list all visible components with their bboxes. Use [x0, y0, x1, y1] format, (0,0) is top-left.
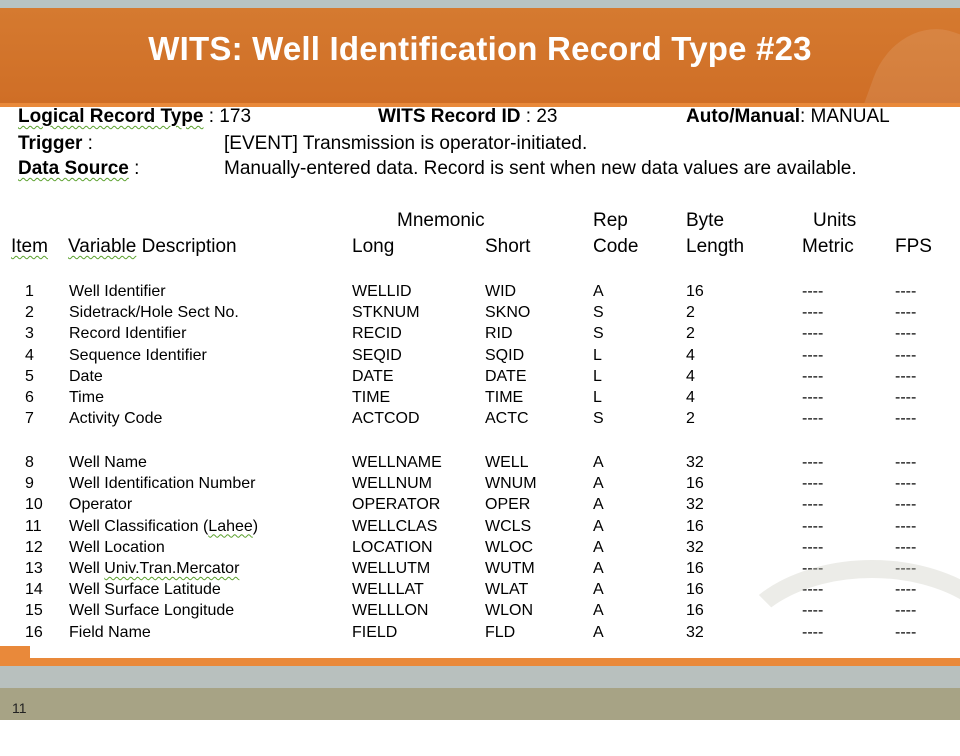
cell-metric: ---- — [802, 454, 824, 471]
group-header-mnemonic: Mnemonic — [397, 210, 485, 231]
column-header-metric: Metric — [802, 236, 854, 257]
cell-short: FLD — [485, 623, 516, 641]
cell-long: SEQID — [352, 346, 402, 364]
column-header-fps: FPS — [895, 236, 932, 257]
cell-length: 16 — [686, 475, 704, 493]
cell-fps: ---- — [895, 581, 917, 599]
cell-item: 12 — [25, 538, 43, 556]
cell-item: 8 — [25, 454, 34, 471]
cell-long: LOCATION — [352, 538, 433, 556]
cell-fps: ---- — [895, 475, 917, 493]
cell-short: WLOC — [485, 538, 533, 556]
cell-long: FIELD — [352, 623, 398, 641]
cell-short: WLAT — [485, 581, 529, 599]
cell-short: WCLS — [485, 517, 532, 535]
cell-long: WELLID — [352, 283, 412, 300]
group-header-byte: Byte — [686, 210, 725, 231]
cell-metric: ---- — [802, 560, 824, 577]
cell-fps: ---- — [895, 538, 917, 556]
cell-metric: ---- — [802, 581, 824, 599]
cell-code: A — [593, 517, 604, 535]
cell-fps: ---- — [895, 389, 917, 406]
cell-item: 6 — [25, 389, 34, 406]
cell-long: STKNUM — [352, 304, 420, 322]
cell-length: 2 — [686, 410, 695, 428]
footer-band — [0, 688, 960, 720]
cell-code: S — [593, 304, 604, 322]
cell-length: 32 — [686, 496, 704, 514]
cell-long: ACTCOD — [352, 410, 420, 428]
cell-metric: ---- — [802, 496, 824, 514]
cell-fps: ---- — [895, 346, 917, 364]
cell-short: TIME — [485, 389, 524, 406]
slide-title: WITS: Well Identification Record Type #23 — [148, 30, 812, 67]
trigger-label-group — [18, 133, 93, 155]
cell-description: Record Identifier — [69, 325, 187, 343]
cell-code: S — [593, 410, 604, 428]
bottom-orange-stripe — [0, 658, 960, 666]
cell-length: 32 — [686, 623, 704, 641]
cell-code: A — [593, 496, 604, 514]
cell-metric: ---- — [802, 410, 824, 428]
cell-metric: ---- — [802, 283, 824, 300]
cell-long: WELLUTM — [352, 560, 431, 577]
cell-item: 15 — [25, 602, 43, 620]
cell-short: OPER — [485, 496, 531, 514]
cell-code: A — [593, 454, 604, 471]
cell-short: RID — [485, 325, 513, 343]
cell-code: A — [593, 623, 604, 641]
cell-code: A — [593, 538, 604, 556]
cell-item: 14 — [25, 581, 43, 599]
cell-description: Well Surface Longitude — [69, 602, 235, 620]
trigger-colon: : — [82, 133, 93, 154]
cell-length: 16 — [686, 517, 704, 535]
cell-length: 2 — [686, 304, 695, 322]
cell-metric: ---- — [802, 623, 824, 641]
cell-length: 4 — [686, 346, 695, 364]
cell-long: DATE — [352, 367, 394, 385]
cell-description: Time — [69, 389, 104, 406]
cell-description: Well Surface Latitude — [69, 581, 221, 599]
cell-metric: ---- — [802, 602, 824, 620]
cell-length: 32 — [686, 538, 704, 556]
trigger-value: [EVENT] Transmission is operator-initiated. — [224, 133, 588, 154]
auto-manual-value: : MANUAL — [800, 106, 890, 127]
cell-description: Sequence Identifier — [69, 346, 207, 364]
top-gray-bar — [0, 0, 960, 8]
cell-fps: ---- — [895, 454, 917, 471]
cell-fps: ---- — [895, 560, 917, 577]
cell-short: WELL — [485, 454, 529, 471]
cell-metric: ---- — [802, 538, 824, 556]
column-header-item-text: Item — [11, 236, 48, 257]
cell-item: 4 — [25, 346, 34, 364]
cell-item: 7 — [25, 410, 34, 428]
data-source-label-group — [18, 158, 139, 180]
cell-length: 16 — [686, 283, 704, 300]
cell-fps: ---- — [895, 602, 917, 620]
cell-fps: ---- — [895, 623, 917, 641]
cell-length: 16 — [686, 602, 704, 620]
cell-short: SQID — [485, 346, 525, 364]
logical-record-type-label: Logical Record Type — [18, 106, 204, 127]
logical-record-type — [18, 106, 251, 128]
cell-long: RECID — [352, 325, 402, 343]
cell-long: WELLCLAS — [352, 517, 438, 535]
cell-metric: ---- — [802, 325, 824, 343]
cell-fps: ---- — [895, 517, 917, 535]
cell-description: Well Univ.Tran.Mercator — [69, 560, 240, 577]
cell-long: WELLLON — [352, 602, 429, 620]
cell-code: A — [593, 475, 604, 493]
cell-description: Sidetrack/Hole Sect No. — [69, 304, 239, 322]
column-header-description-text: Description — [136, 236, 237, 257]
logical-record-type-value: : 173 — [203, 106, 252, 127]
cell-code: A — [593, 283, 604, 300]
bottom-gray-band — [0, 666, 960, 688]
trigger-label: Trigger — [18, 133, 83, 154]
spellcheck-word: Lahee — [208, 517, 253, 535]
page-number: 11 — [12, 700, 27, 716]
cell-description: Well Identifier — [69, 283, 166, 300]
cell-description: Well Name — [69, 454, 147, 471]
cell-fps: ---- — [895, 325, 917, 343]
cell-code: A — [593, 581, 604, 599]
group-header-rep: Rep — [593, 210, 628, 231]
cell-short: WID — [485, 283, 517, 300]
column-header-length: Length — [686, 236, 745, 257]
cell-length: 16 — [686, 581, 704, 599]
cell-long: WELLNAME — [352, 454, 442, 471]
column-header-short: Short — [485, 236, 531, 257]
cell-item: 1 — [25, 283, 34, 300]
cell-item: 5 — [25, 367, 34, 385]
wits-record-id-label: WITS Record ID — [378, 106, 521, 127]
cell-metric: ---- — [802, 475, 824, 493]
cell-fps: ---- — [895, 304, 917, 322]
cell-fps: ---- — [895, 283, 917, 300]
wits-record-id — [378, 106, 558, 128]
cell-item: 13 — [25, 560, 43, 577]
cell-item: 9 — [25, 475, 34, 493]
cell-metric: ---- — [802, 346, 824, 364]
spellcheck-word: Univ.Tran.Mercator — [104, 560, 240, 577]
data-source-colon: : — [128, 158, 140, 179]
cell-item: 16 — [25, 623, 43, 641]
auto-manual-label: Auto/Manual — [686, 106, 800, 127]
column-header-long: Long — [352, 236, 395, 257]
cell-long: TIME — [352, 389, 391, 406]
cell-code: L — [593, 389, 602, 406]
column-header-item — [11, 236, 48, 258]
cell-description: Activity Code — [69, 410, 163, 428]
cell-metric: ---- — [802, 517, 824, 535]
cell-metric: ---- — [802, 304, 824, 322]
column-header-variable-description — [68, 236, 237, 258]
cell-item: 2 — [25, 304, 34, 322]
cell-description: Well Classification (Lahee) — [69, 517, 259, 535]
cell-fps: ---- — [895, 496, 917, 514]
cell-code: L — [593, 367, 602, 385]
cell-description: Operator — [69, 496, 133, 514]
cell-length: 4 — [686, 389, 695, 406]
cell-short: DATE — [485, 367, 527, 385]
cell-code: A — [593, 602, 604, 620]
cell-length: 2 — [686, 325, 695, 343]
cell-description: Well Identification Number — [69, 475, 256, 493]
cell-long: OPERATOR — [352, 496, 441, 514]
cell-short: WUTM — [485, 560, 535, 577]
column-header-variable-text: Variable — [68, 236, 137, 257]
cell-metric: ---- — [802, 367, 824, 385]
cell-item: 10 — [25, 496, 43, 514]
cell-description: Field Name — [69, 623, 151, 641]
data-source-value: Manually-entered data. Record is sent when new data values are available. — [224, 158, 857, 179]
cell-short: SKNO — [485, 304, 531, 322]
cell-long: WELLNUM — [352, 475, 433, 493]
cell-length: 16 — [686, 560, 704, 577]
cell-description: Date — [69, 367, 103, 385]
cell-description: Well Location — [69, 538, 165, 556]
cell-short: WNUM — [485, 475, 537, 493]
cell-long: WELLLAT — [352, 581, 424, 599]
cell-fps: ---- — [895, 410, 917, 428]
cell-item: 3 — [25, 325, 34, 343]
cell-metric: ---- — [802, 389, 824, 406]
cell-length: 4 — [686, 367, 695, 385]
cell-short: WLON — [485, 602, 533, 620]
cell-length: 32 — [686, 454, 704, 471]
column-header-code: Code — [593, 236, 639, 257]
auto-manual — [686, 106, 890, 128]
cell-short: ACTC — [485, 410, 529, 428]
cell-code: L — [593, 346, 602, 364]
group-header-units: Units — [813, 210, 857, 231]
cell-code: A — [593, 560, 604, 577]
wits-record-id-value: : 23 — [520, 106, 558, 127]
cell-code: S — [593, 325, 604, 343]
cell-fps: ---- — [895, 367, 917, 385]
data-source-label: Data Source — [18, 158, 129, 179]
cell-item: 11 — [25, 517, 42, 535]
